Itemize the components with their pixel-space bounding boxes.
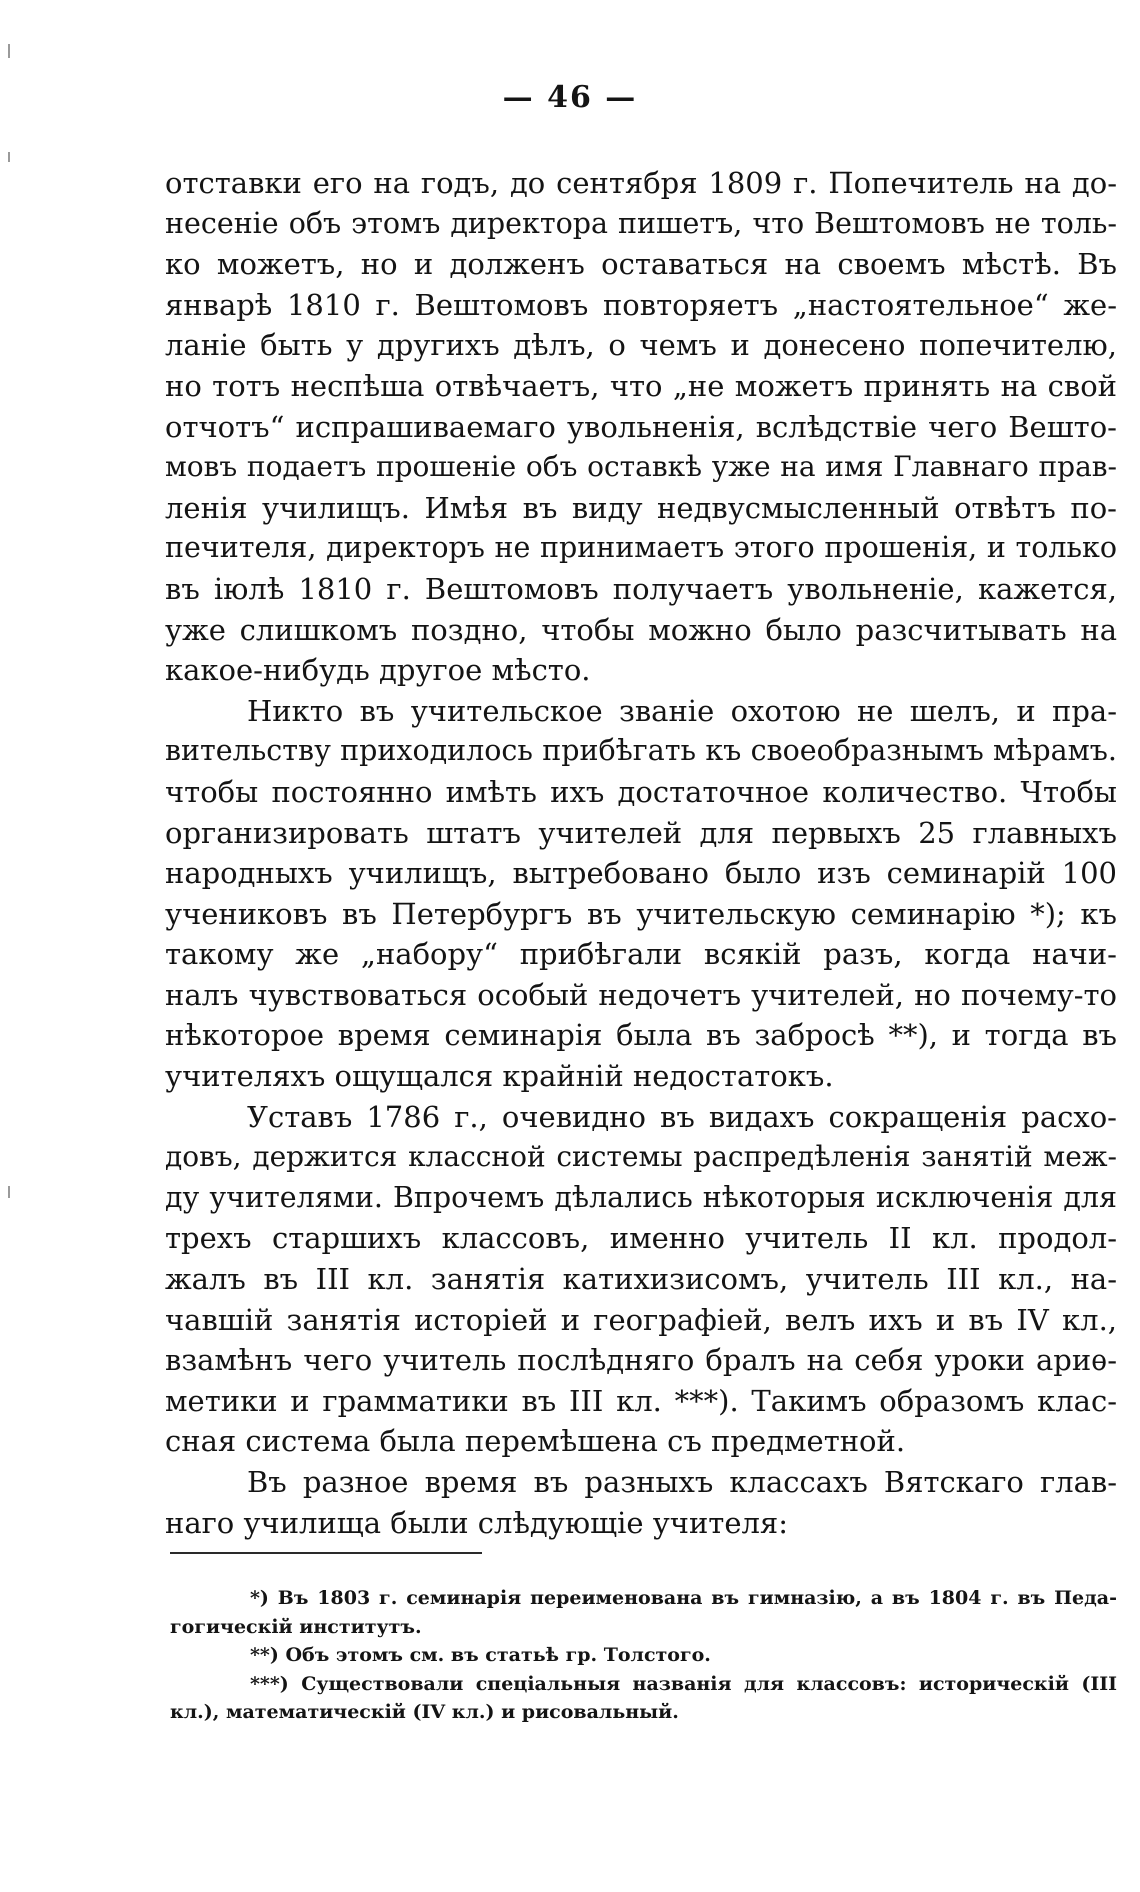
text-line: несеніе объ этомъ директора пишетъ, что Вештомовъ не толь- (165, 206, 1117, 240)
footnote-line: кл.), математическій (IV кл.) и рисовальный. (170, 1701, 679, 1723)
paragraph-end-line: наго училища были слѣдующіе учителя: (165, 1505, 788, 1540)
text-line: учениковъ въ Петербургъ въ учительскую семинарію *); къ (165, 896, 1117, 931)
scan-edge-mark (8, 152, 10, 162)
text-line: вительству приходилось прибѣгать къ своеобразнымъ мѣрамъ. (165, 734, 1117, 768)
footnotes (170, 1584, 1117, 1727)
text-line: взамѣнъ чего учитель послѣдняго бралъ на себя уроки ариѳ- (165, 1343, 1117, 1378)
footnote-line: ***) Существовали спеціальныя названія для классовъ: историческій (III (250, 1672, 1117, 1695)
text-line: довъ, держится классной системы распредѣленія занятій меж- (165, 1140, 1117, 1174)
text-line: но тотъ неспѣша отвѣчаетъ, что „не можетъ принять на свой (165, 368, 1117, 403)
footnote-line: гогическій институтъ. (170, 1615, 422, 1638)
text-line: мовъ подаетъ прошеніе объ оставкѣ уже на имя Главнаго прав- (165, 450, 1117, 484)
footnote-line: **) Объ этомъ см. въ статьѣ гр. Толстого. (250, 1644, 711, 1666)
text-line: ленія училищъ. Имѣя въ виду недвусмысленный отвѣтъ по- (165, 490, 1117, 525)
main-text (165, 163, 1117, 1543)
text-line: метики и грамматики въ III кл. ***). Такимъ образомъ клас- (165, 1383, 1117, 1418)
text-line: печителя, директоръ не принимаетъ этого прошенія, и только (165, 531, 1117, 565)
text-line: январѣ 1810 г. Вештомовъ повторяетъ „настоятельное“ же- (165, 287, 1117, 322)
text-line: такому же „набору“ прибѣгали всякій разъ, когда начи- (165, 937, 1117, 972)
text-line: организировать штатъ учителей для первыхъ 25 главныхъ (165, 815, 1117, 850)
paragraph-start-line: Уставъ 1786 г., очевидно въ видахъ сокращенія расхо- (247, 1099, 1117, 1134)
page-number: — 46 — (502, 80, 638, 115)
text-line: народныхъ училищъ, вытребовано было изъ семинарій 100 (165, 856, 1117, 891)
text-line: трехъ старшихъ классовъ, именно учитель II кл. продол- (165, 1221, 1117, 1256)
text-line: нѣкоторое время семинарія была въ забросѣ **), и тогда въ (165, 1018, 1117, 1053)
text-line: чтобы постоянно имѣть ихъ достаточное количество. Чтобы (165, 774, 1117, 809)
text-line: отставки его на годъ, до сентября 1809 г. Попечитель на до- (165, 166, 1117, 200)
text-line: чавшій занятія исторіей и географіей, велъ ихъ и въ IV кл., (165, 1302, 1117, 1337)
paragraph-start-line: Въ разное время въ разныхъ классахъ Вятскаго глав- (247, 1465, 1117, 1499)
scan-edge-mark (8, 1186, 10, 1198)
text-line: ланіе быть у другихъ дѣлъ, о чемъ и донесено попечителю, (165, 328, 1117, 363)
paragraph-end-line: сная система была перемѣшена съ предметной. (165, 1424, 906, 1459)
text-line: налъ чувствоваться особый недочетъ учителей, но почему-то (165, 977, 1117, 1012)
paragraph-end-line: учителяхъ ощущался крайній недостатокъ. (165, 1059, 834, 1094)
footnote-line: *) Въ 1803 г. семинарія переименована въ гимназію, а въ 1804 г. въ Педа- (250, 1587, 1117, 1609)
footnote-divider (170, 1552, 482, 1554)
text-line: уже слишкомъ поздно, чтобы можно было разсчитывать на (165, 612, 1117, 647)
text-line: жалъ въ III кл. занятія катихизисомъ, учитель III кл., на- (165, 1262, 1117, 1297)
paragraph-end-line: какое-нибудь другое мѣсто. (165, 653, 591, 688)
text-line: въ іюлѣ 1810 г. Вештомовъ получаетъ увольненіе, кажется, (165, 571, 1117, 606)
text-line: отчотъ“ испрашиваемаго увольненія, вслѣдствіе чего Вешто- (165, 409, 1117, 444)
text-line: ду учителями. Впрочемъ дѣлались нѣкоторыя исключенія для (165, 1180, 1117, 1214)
paragraph-start-line: Никто въ учительское званіе охотою не шелъ, и пра- (247, 693, 1117, 728)
scan-edge-mark (8, 44, 10, 58)
text-line: ко можетъ, но и долженъ оставаться на своемъ мѣстѣ. Въ (165, 247, 1117, 282)
